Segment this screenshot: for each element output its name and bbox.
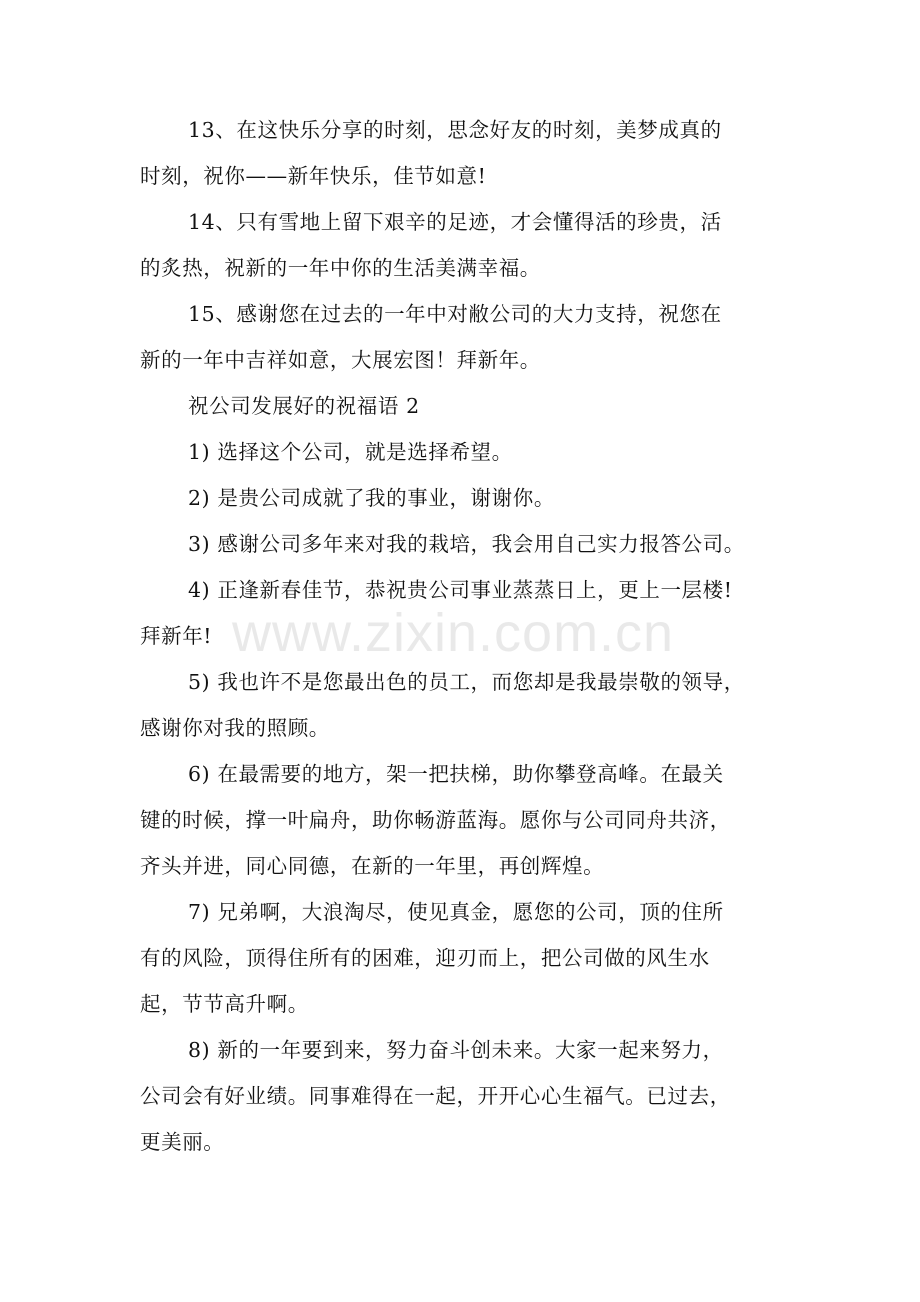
- paragraph-line: 公司会有好业绩。同事难得在一起，开开心心生福气。已过去，: [140, 1084, 731, 1108]
- list-item-7: [140, 889, 790, 1027]
- paragraph-line: 有的风险，顶得住所有的困难，迎刃而上，把公司做的风生水: [140, 946, 710, 970]
- list-item-5: [140, 659, 790, 751]
- document-body: [140, 107, 790, 1165]
- paragraph-line: 2) 是贵公司成就了我的事业，谢谢你。: [188, 486, 555, 510]
- paragraph-line: 6) 在最需要的地方，架一把扶梯，助你攀登高峰。在最关: [188, 762, 724, 786]
- paragraph-line: 3) 感谢公司多年来对我的栽培，我会用自己实力报答公司。: [188, 532, 745, 556]
- paragraph-line: 感谢你对我的照顾。: [140, 716, 330, 740]
- paragraph-line: 14、只有雪地上留下艰辛的足迹，才会懂得活的珍贵，活: [188, 210, 722, 234]
- list-item-6: [140, 751, 790, 889]
- paragraph-line: 齐头并进，同心同德，在新的一年里，再创辉煌。: [140, 854, 605, 878]
- paragraph-line: 更美丽。: [140, 1130, 225, 1154]
- paragraph-line: 5) 我也许不是您最出色的员工，而您却是我最崇敬的领导，: [188, 670, 745, 694]
- paragraph-line: 4) 正逢新春佳节，恭祝贵公司事业蒸蒸日上，更上一层楼!: [188, 578, 733, 602]
- paragraph-line: 键的时候，撑一叶扁舟，助你畅游蓝海。愿你与公司同舟共济，: [140, 808, 731, 832]
- paragraph-14: [140, 199, 790, 291]
- paragraph-line: 15、感谢您在过去的一年中对敝公司的大力支持，祝您在: [188, 302, 722, 326]
- paragraph-line: 13、在这快乐分享的时刻，思念好友的时刻，美梦成真的: [188, 118, 722, 142]
- list-item-4: [140, 567, 790, 659]
- paragraph-line: 新的一年中吉祥如意，大展宏图！拜新年。: [140, 348, 541, 372]
- paragraph-line: 时刻，祝你——新年快乐，佳节如意!: [140, 164, 487, 188]
- paragraph-line: 7) 兄弟啊，大浪淘尽，使见真金，愿您的公司，顶的住所: [188, 900, 724, 924]
- paragraph-line: 拜新年!: [140, 624, 213, 648]
- list-item-2: [140, 475, 790, 521]
- paragraph-13: [140, 107, 790, 199]
- watermark: www.zixin.com.cn: [232, 603, 675, 663]
- paragraph-line: 1) 选择这个公司，就是选择希望。: [188, 440, 513, 464]
- paragraph-line: 起，节节高升啊。: [140, 992, 309, 1016]
- list-item-8: [140, 1027, 790, 1165]
- list-item-1: [140, 429, 790, 475]
- section-heading: [140, 383, 790, 429]
- paragraph-line: 的炙热，祝新的一年中你的生活美满幸福。: [140, 256, 541, 280]
- paragraph-15: [140, 291, 790, 383]
- list-item-3: [140, 521, 790, 567]
- paragraph-line: 8) 新的一年要到来，努力奋斗创未来。大家一起来努力，: [188, 1038, 724, 1062]
- section-heading-text: 祝公司发展好的祝福语 2: [188, 394, 420, 418]
